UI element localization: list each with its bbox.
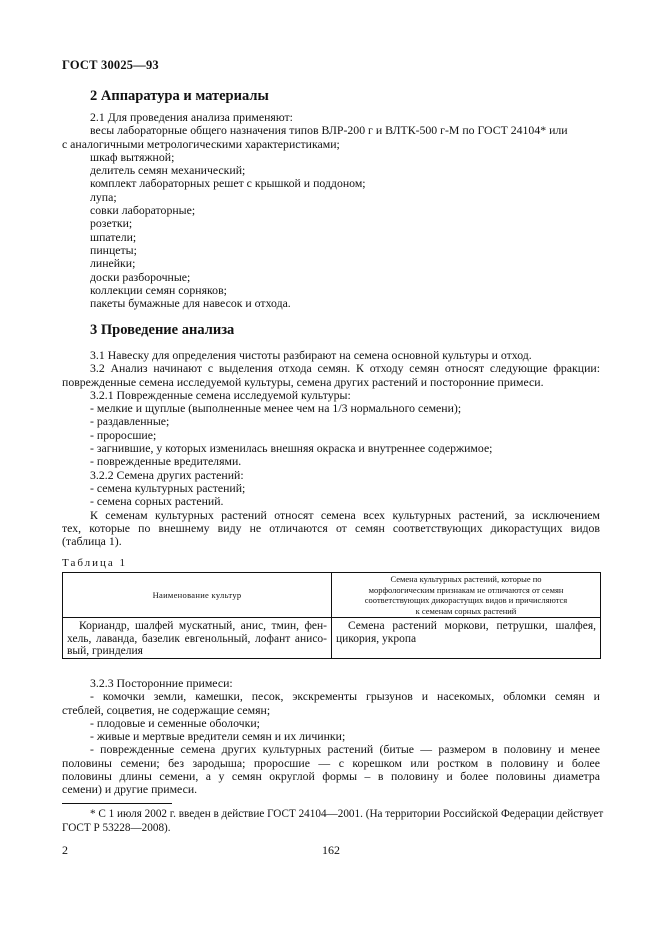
text-line: - живые и мертвые вредители семян и их личинки;: [90, 729, 346, 744]
text-line: совки лабораторные;: [90, 203, 196, 218]
text-line: лупа;: [90, 189, 117, 204]
cell-line: соответствующих дикорастущих видов и причисляются: [364, 595, 568, 605]
text-line: розетки;: [90, 216, 133, 231]
text-line: 3.1 Навеску для определения чистоты разбирают на семена основной культуры и отход.: [90, 348, 532, 362]
text-line: коллекции семян сорняков;: [90, 282, 227, 297]
text-line: - мелкие и щуплые (выполненные менее чем на 1/3 нормального семени);: [90, 401, 462, 416]
text-line: - семена сорных растений.: [90, 494, 224, 509]
text-line: 3.2.1 Поврежденные семена исследуемой культуры:: [90, 387, 351, 402]
cell-line: Семена культурных растений, которые по: [390, 574, 542, 584]
section-2-body: [62, 111, 600, 310]
cell-line: Семена растений моркови, петрушки, шалфея,: [348, 620, 596, 632]
text-line: делитель семян механический;: [90, 163, 246, 178]
text-line: весы лабораторные общего назначения типов ВЛР-200 г и ВЛТК-500 г-М по ГОСТ 24104* или: [90, 123, 568, 138]
cell-line: к семенам сорных растений: [415, 605, 517, 616]
table-header-crops: Наименование культур: [63, 573, 332, 618]
table-row: [63, 618, 601, 659]
text-line: шкаф вытяжной;: [90, 149, 175, 164]
cell-line: хель, лаванда, базелик евгенольный, лофант анисо-: [67, 632, 327, 645]
table-cell-crops: [63, 618, 332, 659]
text-line: пинцеты;: [90, 242, 137, 257]
text-line: 3.2.3 Посторонние примеси:: [90, 676, 233, 690]
cell-line: Кориандр, шалфей мускатный, анис, тмин, фен-: [79, 620, 327, 632]
section-3-body: [62, 349, 600, 548]
text-line: 2.1 Для проведения анализа применяют:: [90, 110, 293, 124]
text-line: (таблица 1).: [62, 534, 122, 549]
cell-line: вый, гринделия: [67, 645, 143, 657]
text-line: - проросшие;: [90, 427, 157, 442]
document-header: ГОСТ 30025—93: [62, 58, 159, 72]
text-line: - поврежденные семена других культурных растений (битые — размером в половину и менее: [90, 742, 600, 757]
text-line: семени) и другие примеси.: [62, 782, 198, 797]
section-2-title: 2 Аппаратура и материалы: [90, 88, 269, 104]
text-line: - раздавленные;: [90, 414, 170, 429]
text-line: стеблей, соцветия, не содержащие семян;: [62, 702, 271, 717]
text-line: - поврежденные вредителями.: [90, 454, 242, 469]
table-cell-seeds: [332, 618, 601, 659]
text-line: поврежденные семена исследуемой культуры, семена других растений и посторонние примеси.: [62, 374, 544, 389]
text-line: - загнившие, у которых изменилась внешняя окраска и внутреннее содержимое;: [90, 441, 493, 456]
text-line: доски разборочные;: [90, 269, 191, 284]
table-caption: Таблица 1: [62, 557, 128, 569]
text-line: 3.2 Анализ начинают с выделения отхода семян. К отходу семян относят следующие фракции:: [90, 361, 600, 376]
text-line: линейки;: [90, 256, 136, 271]
footnote-divider: [62, 803, 172, 804]
text-line: 3.2.2 Семена других растений:: [90, 467, 244, 482]
cell-line: морфологическим признакам не отличаются от семян: [368, 584, 564, 595]
text-line: комплект лабораторных решет с крышкой и поддоном;: [90, 176, 366, 191]
section-3-2-3-body: [62, 677, 600, 797]
cell-line: цикория, укропа: [336, 632, 417, 645]
footnote-line-2: ГОСТ Р 53228—2008).: [62, 822, 171, 834]
table-header-row: [63, 573, 601, 618]
footnote: [62, 807, 604, 835]
section-3-title: 3 Проведение анализа: [90, 322, 235, 338]
text-line: пакеты бумажные для навесок и отхода.: [90, 296, 291, 311]
text-line: тех, которые по внешнему виду не отличаются от семян соответствующих дикорастущих видов: [62, 520, 600, 535]
text-line: - плодовые и семенные оболочки;: [90, 715, 260, 730]
collection-page-number: 162: [322, 843, 340, 857]
footnote-line-1: * С 1 июля 2002 г. введен в действие ГОСТ 24104—2001. (На территории Российской Федерации действует: [90, 808, 604, 820]
text-line: половины семени; без зародыша; проросшие — с корешком или ростком в половину и более: [62, 755, 600, 770]
text-line: - семена культурных растений;: [90, 480, 246, 495]
table-header-seeds: [332, 573, 601, 618]
table-1: [62, 572, 601, 659]
text-line: половины длины семени, а у семян округлой формы – в половину и более половины диаметра: [62, 769, 600, 784]
text-line: К семенам культурных растений относят семена всех культурных растений, за исключением: [90, 507, 600, 522]
text-line: шпатели;: [90, 229, 137, 244]
page-number: 2: [62, 843, 68, 857]
text-line: - комочки земли, камешки, песок, экскременты грызунов и насекомых, обломки семян и: [90, 689, 600, 704]
text-line: с аналогичными метрологическими характеристиками;: [62, 136, 340, 151]
